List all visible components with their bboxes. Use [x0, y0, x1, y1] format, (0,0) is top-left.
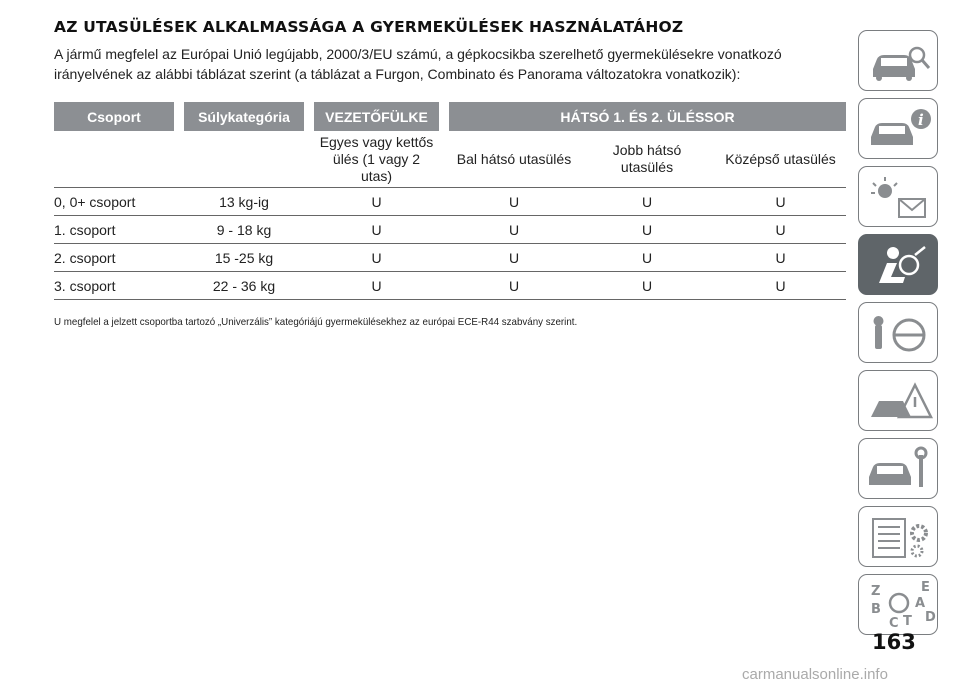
header-driver-cab: VEZETŐFÜLKE	[314, 102, 439, 131]
intro-line-1: A jármű megfelel az Európai Unió legújabb, 2000/3/EU számú, a gépkocsikba szerelhető gyermekülésekre vonatkozó	[54, 46, 782, 62]
page-number: 163	[872, 630, 916, 654]
svg-text:A: A	[915, 596, 926, 611]
tab-emergency[interactable]	[858, 370, 938, 431]
table-subheader-row	[54, 131, 846, 188]
alphabetical-index-icon	[859, 575, 939, 636]
road-warning-icon	[859, 371, 939, 432]
warning-lights-icon	[859, 167, 939, 228]
technical-data-icon	[859, 507, 939, 568]
tab-safety[interactable]	[858, 234, 938, 295]
svg-text:B: B	[871, 602, 881, 617]
header-rear-row: HÁTSÓ 1. ÉS 2. ÜLÉSSOR	[449, 102, 846, 131]
key-steering-icon	[859, 303, 939, 364]
subheader-rear-left: Bal hátsó utasülés	[449, 131, 579, 188]
tab-index[interactable]	[858, 574, 938, 635]
table-footnote: U megfelel a jelzett csoportba tartozó „Univerzális” kategóriájú gyermekülésekhez az európai ECE-R44 szabvány szerint.	[54, 316, 578, 328]
tab-warning-lights[interactable]	[858, 166, 938, 227]
tab-technical-data[interactable]	[858, 506, 938, 567]
header-group: Csoport	[54, 102, 174, 131]
car-info-icon	[859, 99, 939, 160]
tab-car-search[interactable]	[858, 30, 938, 91]
subheader-cab-seat: Egyes vagy kettős ülés (1 vagy 2 utas)	[314, 131, 439, 188]
car-service-icon	[859, 439, 939, 500]
table-row: 2. csoport 15 -25 kg U U U U	[54, 244, 846, 272]
subheader-rear-center: Középső utasülés	[715, 131, 846, 188]
svg-text:Z: Z	[871, 584, 881, 599]
subheader-rear-right: Jobb hátsó utasülés	[579, 131, 715, 188]
table-row: 1. csoport 9 - 18 kg U U U U	[54, 216, 846, 244]
svg-text:D: D	[925, 610, 936, 625]
svg-text:T: T	[903, 614, 912, 629]
car-search-icon	[859, 31, 939, 92]
table-row: 0, 0+ csoport 13 kg-ig U U U U	[54, 188, 846, 216]
svg-text:i: i	[918, 111, 924, 129]
page-heading: AZ UTASÜLÉSEK ALKALMASSÁGA A GYERMEKÜLÉSEK HASZNÁLATÁHOZ	[54, 18, 684, 36]
tab-car-info[interactable]	[858, 98, 938, 159]
svg-text:C: C	[889, 616, 899, 631]
child-seat-table	[54, 102, 846, 300]
intro-line-2: irányelvének az alábbi táblázat szerint (a táblázat a Furgon, Combinato és Panorama változatokra vonatkozik):	[54, 66, 741, 82]
table-row: 3. csoport 22 - 36 kg U U U U	[54, 272, 846, 300]
intro-paragraph	[54, 44, 834, 84]
tab-maintenance[interactable]	[858, 438, 938, 499]
tab-starting-driving[interactable]	[858, 302, 938, 363]
header-weight: Súlykategória	[184, 102, 304, 131]
watermark: carmanualsonline.info	[742, 666, 888, 683]
airbag-seat-icon	[859, 235, 939, 296]
svg-text:E: E	[921, 580, 930, 595]
table-header-row	[54, 102, 846, 131]
